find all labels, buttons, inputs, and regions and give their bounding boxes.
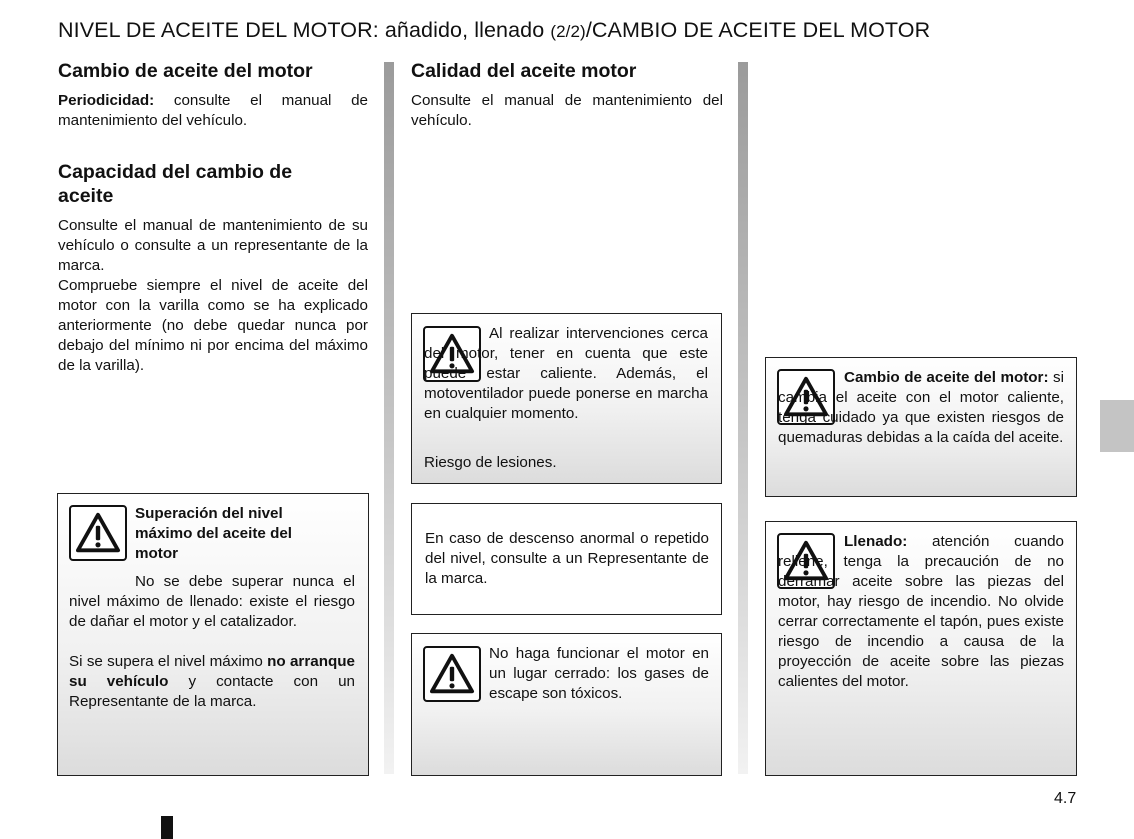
warning-triangle-icon xyxy=(423,646,481,702)
note-box-level-drop xyxy=(411,503,722,615)
heading-oil-capacity: Capacidad del cambio de aceite xyxy=(58,161,293,207)
warning-text-filling: Llenado: atención cuando rellene, tenga la precaución de no derramar aceite sobre las piezas del motor, hay riesgo de incendio. No olvide cerrar correctamente el tapón, pues existe riesgo de incendio a causa de la proyección de aceite sobre las piezas calientes del motor. xyxy=(778,533,1064,690)
warning-text-hot-oil: Cambio de aceite del motor: si cambia el aceite con el motor caliente, tenga cuidado ya que existen riesgos de quemaduras debidas a la caída del aceite. xyxy=(778,369,1065,446)
warning-text-hot-engine: Al realizar intervenciones cerca del motor, tener en cuenta que este puede estar caliente. Además, el motoventilador puede ponerse en marcha en cualquier momento. xyxy=(424,325,708,422)
warning-box-hot-engine xyxy=(411,313,722,484)
warning-text-exhaust: No haga funcionar el motor en un lugar cerrado: los gases de escape son tóxicos. xyxy=(489,645,709,702)
heading-oil-change: Cambio de aceite del motor xyxy=(58,60,313,82)
capacity-text-1: Consulte el manual de mantenimiento de su vehículo o consulte a un representante de la marca. xyxy=(58,217,368,274)
note-text: En caso de descenso anormal o repetido del nivel, consulte a un Representante de la marca. xyxy=(425,530,709,587)
print-mark xyxy=(161,816,173,839)
warning-box-max-level xyxy=(57,493,369,776)
warning-triangle-icon xyxy=(69,505,127,561)
warning-box-exhaust xyxy=(411,633,722,776)
capacity-text-2: Compruebe siempre el nivel de aceite del motor con la varilla como se ha explicado anteriormente (no debe quedar nunca por debajo del mínimo ni por encima del máximo de la varilla). xyxy=(58,277,368,374)
page-number: 4.7 xyxy=(1054,790,1077,807)
column-divider-1 xyxy=(384,62,394,774)
page-title: NIVEL DE ACEITE DEL MOTOR: añadido, llenado (2/2)/CAMBIO DE ACEITE DEL MOTOR xyxy=(58,18,931,42)
oil-quality-text: Consulte el manual de mantenimiento del vehículo. xyxy=(411,92,723,129)
warning-box-hot-oil xyxy=(765,357,1077,497)
heading-oil-quality: Calidad del aceite motor xyxy=(411,60,637,82)
warning-text-injury: Riesgo de lesiones. xyxy=(424,454,557,471)
section-tab xyxy=(1100,400,1134,452)
warning-text-2: Si se supera el nivel máximo no arranque su vehículo y contacte con un Representante de la marca. xyxy=(69,653,355,710)
warning-title: Superación del nivel máximo del aceite del motor xyxy=(135,505,293,562)
column-divider-2 xyxy=(738,62,748,774)
warning-text-1: No se debe superar nunca el nivel máximo de llenado: existe el riesgo de dañar el motor y el catalizador. xyxy=(69,573,355,630)
warning-box-filling xyxy=(765,521,1077,776)
periodicity-text: Periodicidad: consulte el manual de mantenimiento del vehículo. xyxy=(58,92,368,129)
